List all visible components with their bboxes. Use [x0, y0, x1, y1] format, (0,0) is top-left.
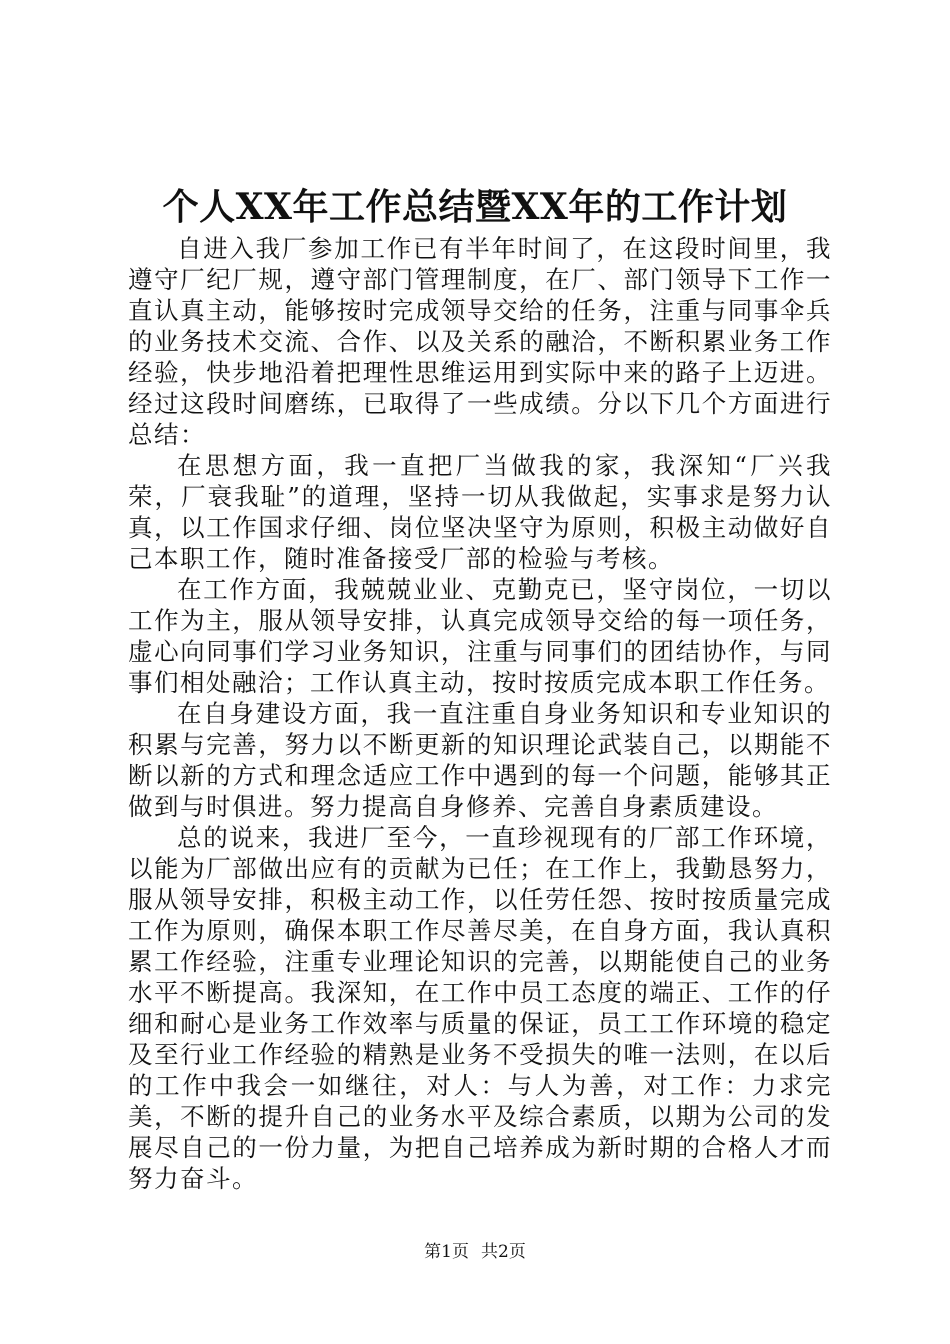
paragraph-intro: 自进入我厂参加工作已有半年时间了，在这段时间里，我遵守厂纪厂规，遵守部门管理制度，在厂、部门领导下工作一直认真主动，能够按时完成领导交给的任务，注重与同事伞兵的业务技术交流、合作、以及关系的融洽，不断积累业务工作经验，快步地沿着把理性思维运用到实际中来的路子上迈进。经过这段时间磨练，已取得了一些成绩。分以下几个方面进行总结：	[128, 234, 832, 449]
paragraph-summary: 总的说来，我进厂至今，一直珍视现有的厂部工作环境，以能为厂部做出应有的贡献为已任；在工作上，我勤恳努力，服从领导安排，积极主动工作，以任劳任怨、按时按质量完成工作为原则，确保本职工作尽善尽美，在自身方面，我认真积累工作经验，注重专业理论知识的完善，以期能使自己的业务水平不断提高。我深知，在工作中员工态度的端正、工作的仔细和耐心是业务工作效率与质量的保证，员工工作环境的稳定及至行业工作经验的精熟是业务不受损失的唯一法则，在以后的工作中我会一如继往，对人：与人为善，对工作：力求完美，不断的提升自己的业务水平及综合素质，以期为公司的发展尽自己的一份力量，为把自己培养成为新时期的合格人才而努力奋斗。	[128, 823, 832, 1193]
document-title: 个人XX年工作总结暨XX年的工作计划	[162, 186, 788, 228]
page-number-current: 第1页	[424, 1242, 469, 1262]
paragraph-self-development: 在自身建设方面，我一直注重自身业务知识和专业知识的积累与完善，努力以不断更新的知识理论武装自己，以期能不断以新的方式和理念适应工作中遇到的每一个问题，能够其正做到与时俱进。努力提高自身修养、完善自身素质建设。	[128, 699, 832, 821]
paragraph-thought: 在思想方面，我一直把厂当做我的家，我深知“厂兴我荣，厂衰我耻”的道理，坚持一切从我做起，实事求是努力认真，以工作国求仔细、岗位坚决坚守为原则，积极主动做好自己本职工作，随时准备接受厂部的检验与考核。	[128, 451, 832, 573]
document-body	[128, 233, 832, 1194]
page-footer	[0, 1241, 950, 1263]
page-number-total: 共2页	[481, 1242, 526, 1262]
paragraph-work: 在工作方面，我兢兢业业、克勤克已，坚守岗位，一切以工作为主，服从领导安排，认真完成领导交给的每一项任务，虚心向同事们学习业务知识，注重与同事们的团结协作，与同事们相处融洽；工作认真主动，按时按质完成本职工作任务。	[128, 575, 832, 697]
